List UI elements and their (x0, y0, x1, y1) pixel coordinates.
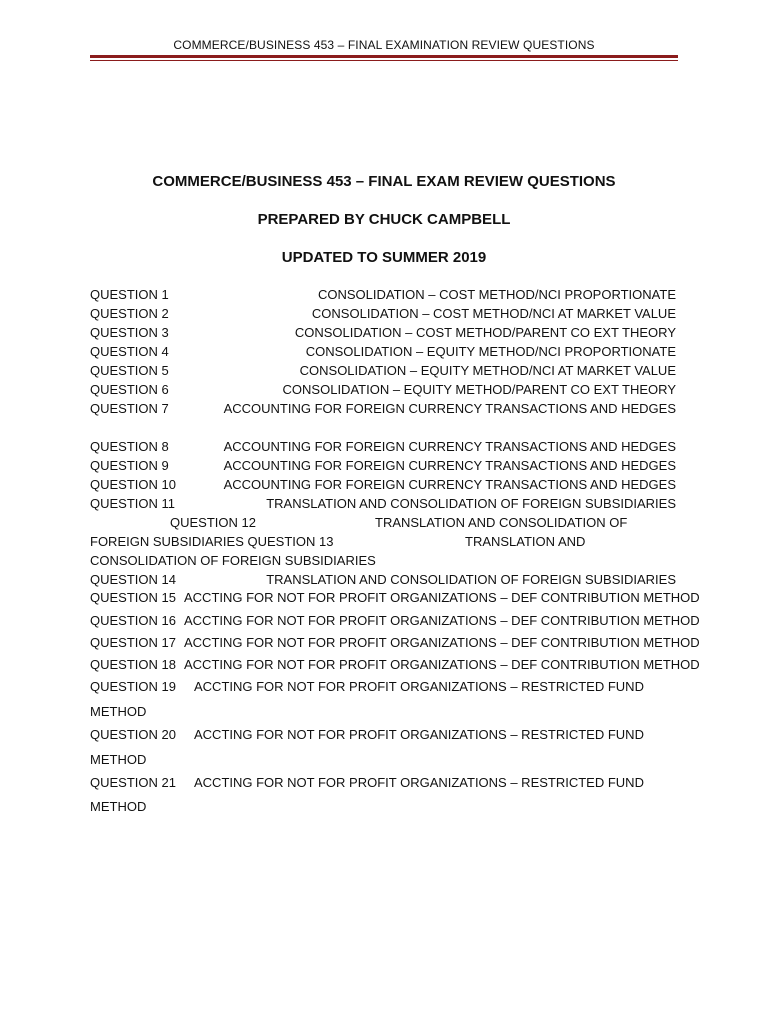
question-row (90, 399, 676, 418)
question-label: METHOD (90, 704, 147, 719)
question-topic: ACCTING FOR NOT FOR PROFIT ORGANIZATIONS – DEF CONTRIBUTION METHOD (184, 613, 700, 628)
question-topic: TRANSLATION AND CONSOLIDATION OF FOREIGN SUBSIDIARIES (266, 496, 676, 511)
question-label: QUESTION 18 (90, 657, 176, 672)
question-topic: TRANSLATION AND CONSOLIDATION OF FOREIGN SUBSIDIARIES (266, 572, 676, 587)
question-topic: CONSOLIDATION – COST METHOD/NCI PROPORTIONATE (317, 287, 676, 302)
question-label: QUESTION 3 (90, 325, 169, 340)
question-topic: ACCTING FOR NOT FOR PROFIT ORGANIZATIONS – DEF CONTRIBUTION METHOD (184, 590, 700, 605)
question-row (90, 475, 676, 494)
question-label: CONSOLIDATION OF FOREIGN SUBSIDIARIES (90, 553, 376, 568)
question-topic: ACCTING FOR NOT FOR PROFIT ORGANIZATIONS – RESTRICTED FUND (194, 775, 644, 790)
updated-line: UPDATED TO SUMMER 2019 (281, 249, 487, 266)
question-topic: ACCOUNTING FOR FOREIGN CURRENCY TRANSACTIONS AND HEDGES (223, 477, 676, 492)
question-row (90, 494, 676, 513)
question-label: QUESTION 8 (90, 439, 169, 454)
question-topic: ACCOUNTING FOR FOREIGN CURRENCY TRANSACTIONS AND HEDGES (223, 401, 676, 416)
author-line: PREPARED BY CHUCK CAMPBELL (257, 211, 511, 228)
question-label: QUESTION 20 (90, 727, 176, 742)
question-label: QUESTION 14 (90, 572, 176, 587)
question-row (90, 342, 676, 361)
question-label: QUESTION 7 (90, 401, 169, 416)
document-title: COMMERCE/BUSINESS 453 – FINAL EXAM REVIEW QUESTIONS (152, 173, 616, 190)
question-row (90, 304, 676, 323)
question-label: QUESTION 21 (90, 775, 176, 790)
question-topic: CONSOLIDATION – EQUITY METHOD/NCI PROPORTIONATE (305, 344, 676, 359)
question-topic: ACCTING FOR NOT FOR PROFIT ORGANIZATIONS – RESTRICTED FUND (194, 727, 644, 742)
question-row (90, 361, 676, 380)
question-topic: CONSOLIDATION – COST METHOD/PARENT CO EXT THEORY (294, 325, 676, 340)
question-label: QUESTION 4 (90, 344, 169, 359)
question-label: METHOD (90, 752, 147, 767)
header-rule-thick (90, 55, 678, 58)
question-row (90, 437, 676, 456)
question-row (90, 456, 676, 475)
question-label: QUESTION 17 (90, 635, 176, 650)
question-topic: ACCOUNTING FOR FOREIGN CURRENCY TRANSACTIONS AND HEDGES (223, 439, 676, 454)
question-label: QUESTION 15 (90, 590, 176, 605)
question-topic: ACCOUNTING FOR FOREIGN CURRENCY TRANSACTIONS AND HEDGES (223, 458, 676, 473)
question-row (90, 380, 676, 399)
question-label: FOREIGN SUBSIDIARIES QUESTION 13 (90, 534, 334, 549)
question-label: QUESTION 5 (90, 363, 169, 378)
header-rule-thin (90, 60, 678, 61)
question-row (90, 323, 676, 342)
question-label: QUESTION 10 (90, 477, 176, 492)
question-label: QUESTION 9 (90, 458, 169, 473)
question-topic: ACCTING FOR NOT FOR PROFIT ORGANIZATIONS – DEF CONTRIBUTION METHOD (184, 657, 700, 672)
question-topic: CONSOLIDATION – COST METHOD/NCI AT MARKET VALUE (311, 306, 676, 321)
question-topic: CONSOLIDATION – EQUITY METHOD/NCI AT MARKET VALUE (299, 363, 676, 378)
question-label: QUESTION 1 (90, 287, 169, 302)
question-label: QUESTION 11 (90, 496, 176, 511)
question-label: QUESTION 16 (90, 613, 176, 628)
question-topic: ACCTING FOR NOT FOR PROFIT ORGANIZATIONS – RESTRICTED FUND (194, 679, 644, 694)
question-label: QUESTION 2 (90, 306, 169, 321)
question-label: QUESTION 6 (90, 382, 169, 397)
question-topic: ACCTING FOR NOT FOR PROFIT ORGANIZATIONS – DEF CONTRIBUTION METHOD (184, 635, 700, 650)
page-header: COMMERCE/BUSINESS 453 – FINAL EXAMINATION REVIEW QUESTIONS (173, 38, 595, 52)
question-label: METHOD (90, 799, 147, 814)
question-label: QUESTION 12 (170, 515, 256, 530)
question-topic: TRANSLATION AND CONSOLIDATION OF (375, 515, 628, 530)
question-row (90, 285, 676, 304)
question-label: QUESTION 19 (90, 679, 176, 694)
question-topic: TRANSLATION AND (465, 534, 586, 549)
question-topic: CONSOLIDATION – EQUITY METHOD/PARENT CO EXT THEORY (282, 382, 676, 397)
question-row (90, 570, 676, 589)
